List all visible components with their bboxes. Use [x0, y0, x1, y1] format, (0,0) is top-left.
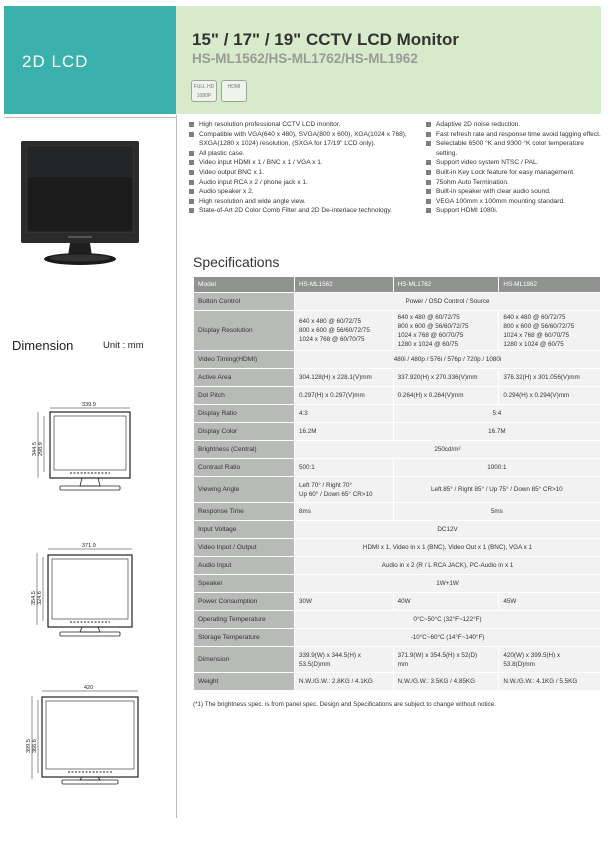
table-cell: Power / OSD Control / Source: [295, 293, 601, 311]
feature-item: VEGA 100mm x 100mm mounting standard.: [425, 197, 605, 207]
table-cell: HDMI x 1, Video in x 1 (BNC), Video Out x 1 (BNC), VGA x 1: [295, 539, 601, 557]
feature-item: Audio speaker x 2.: [188, 187, 408, 197]
table-cell: 8ms: [295, 503, 394, 521]
width-label: 339.9: [82, 402, 96, 408]
table-row: [194, 293, 601, 311]
unit-label: Unit : mm: [103, 340, 144, 351]
table-cell: Dimension: [194, 647, 295, 673]
table-cell: 480i / 480p / 576i / 576p / 720p / 1080i: [295, 351, 601, 369]
table-cell: 16.2M: [295, 423, 394, 441]
model-numbers: HS-ML1562/HS-ML1762/HS-ML1962: [192, 51, 418, 66]
table-cell: 640 x 480 @ 60/72/75 800 x 600 @ 56/60/72/75 1024 x 768 @ 60/70/75 1280 x 1024 @ 60/75: [499, 311, 601, 351]
category-label: 2D LCD: [22, 52, 89, 71]
table-cell: 339.9(W) x 344.5(H) x 53.5(D)mm: [295, 647, 394, 673]
table-cell: Audio Input: [194, 557, 295, 575]
dimension-heading: Dimension: [12, 338, 74, 353]
table-cell: Left 70° / Right 70° Up 60° / Down 65° CR>10: [295, 477, 394, 503]
table-cell: 640 x 480 @ 60/72/75 800 x 600 @ 56/60/72/75 1024 x 768 @ 60/70/75: [295, 311, 394, 351]
table-cell: 1W+1W: [295, 575, 601, 593]
height-label: 344.5: [32, 442, 38, 456]
table-cell: 371.9(W) x 354.5(H) x 52(D) mm: [393, 647, 499, 673]
table-cell: HS-ML1562: [295, 277, 394, 293]
table-row: [194, 423, 601, 441]
table-cell: Brightness (Central): [194, 441, 295, 459]
table-cell: 5:4: [393, 405, 600, 423]
table-row: [194, 441, 601, 459]
specifications-table: [193, 276, 601, 691]
feature-item: Fast refresh rate and response time avoid lagging effect.: [425, 130, 605, 140]
table-cell: Storage Temperature: [194, 629, 295, 647]
logo-row: [191, 80, 247, 102]
feature-item: Adaptive 2D noise reduction.: [425, 120, 605, 130]
monitor-photo: [18, 138, 143, 271]
table-row: [194, 369, 601, 387]
feature-item: High resolution professional CCTV LCD monitor.: [188, 120, 408, 130]
table-cell: N.W./G.W.: 3.5KG / 4.85KG: [393, 673, 499, 691]
table-cell: Input Voltage: [194, 521, 295, 539]
table-row: [194, 539, 601, 557]
feature-item: Audio input RCA x 2 / phone jack x 1.: [188, 178, 408, 188]
height-label: 366.6: [32, 739, 38, 753]
table-cell: 250cd/m²: [295, 441, 601, 459]
feature-item: 75ohm Auto Termination.: [425, 178, 605, 188]
table-cell: 0.264(H) x 0.264(V)mm: [393, 387, 499, 405]
table-row: [194, 593, 601, 611]
table-cell: Video Timing(HDMI): [194, 351, 295, 369]
table-cell: 376.32(H) x 301.056(V)mm: [499, 369, 601, 387]
table-row: [194, 405, 601, 423]
table-cell: 1000:1: [393, 459, 600, 477]
feature-item: All plastic case.: [188, 149, 408, 159]
table-header-row: [194, 277, 601, 293]
table-cell: Weight: [194, 673, 295, 691]
table-cell: Audio in x 2 (R / L RCA JACK), PC-Audio in x 1: [295, 557, 601, 575]
table-row: [194, 575, 601, 593]
table-row: [194, 629, 601, 647]
table-row: [194, 459, 601, 477]
divider: [176, 115, 177, 818]
feature-item: State-of-Art 2D Color Comb Filter and 2D De-interlace technology.: [188, 206, 408, 216]
hdmi-logo: HDMI: [221, 80, 247, 102]
table-cell: 30W: [295, 593, 394, 611]
table-cell: Model: [194, 277, 295, 293]
table-cell: Response Time: [194, 503, 295, 521]
table-row: [194, 503, 601, 521]
table-cell: Video Input / Output: [194, 539, 295, 557]
table-cell: Viewing Angle: [194, 477, 295, 503]
table-cell: N.W./G.W.: 4.1KG / 5.5KG: [499, 673, 601, 691]
table-cell: HS-ML1762: [393, 277, 499, 293]
feature-item: Video output BNC x 1.: [188, 168, 408, 178]
height-label: 399.5: [26, 739, 32, 753]
table-cell: 337.920(H) x 270.336(V)mm: [393, 369, 499, 387]
full-hd-logo: FULL HD 1080P: [191, 80, 217, 102]
table-row: [194, 351, 601, 369]
specifications-heading: Specifications: [193, 254, 280, 270]
table-cell: 640 x 480 @ 60/72/75 800 x 600 @ 56/60/72/75 1024 x 768 @ 60/70/75 1280 x 1024 @ 60/75: [393, 311, 499, 351]
feature-item: Compatible with VGA(640 x 480), SVGA(800 x 600), XGA(1024 x 768), SXGA(1280 x 1024) resolution, (SXGA for 17/19" LCD only).: [188, 130, 408, 149]
table-cell: 304.128(H) x 228.1(V)mm: [295, 369, 394, 387]
table-cell: Operating Temperature: [194, 611, 295, 629]
dimension-drawing-17: [30, 541, 150, 641]
table-cell: 420(W) x 399.5(H) x 53.8(D)mm: [499, 647, 601, 673]
width-label: 371.9: [82, 543, 96, 549]
table-cell: Display Color: [194, 423, 295, 441]
table-cell: 0.297(H) x 0.297(V)mm: [295, 387, 394, 405]
table-cell: Contrast Ratio: [194, 459, 295, 477]
divider: [4, 117, 176, 118]
table-cell: 0°C~50°C (32°F~122°F): [295, 611, 601, 629]
feature-item: Support video system NTSC / PAL.: [425, 158, 605, 168]
table-row: [194, 311, 601, 351]
width-label: 420: [84, 685, 94, 691]
feature-item: High resolution and wide angle view.: [188, 197, 408, 207]
table-cell: 16.7M: [393, 423, 600, 441]
table-cell: Dot Pitch: [194, 387, 295, 405]
table-cell: 4:3: [295, 405, 394, 423]
table-row: [194, 611, 601, 629]
height-label: 298.9: [38, 442, 44, 456]
table-cell: Left 85° / Right 85° / Up 75° / Down 85° CR>10: [393, 477, 600, 503]
table-cell: Display Resolution: [194, 311, 295, 351]
feature-item: Selectable 6500 °K and 9300 °K color temperature setting.: [425, 139, 605, 158]
footnote: (*1) The brightness spec. is from panel spec. Design and Specifications are subject to change without notice.: [193, 701, 497, 708]
category-banner: [4, 6, 176, 114]
table-cell: 40W: [393, 593, 499, 611]
feature-list-right: [425, 120, 605, 216]
dimension-drawing-15: [30, 400, 150, 495]
table-cell: DC12V: [295, 521, 601, 539]
table-row: [194, 647, 601, 673]
feature-item: Built-in speaker with clear audio sound.: [425, 187, 605, 197]
table-row: [194, 521, 601, 539]
table-cell: HS-ML1962: [499, 277, 601, 293]
table-cell: Active Area: [194, 369, 295, 387]
height-label: 354.5: [31, 591, 37, 605]
feature-item: Video input HDMI x 1 / BNC x 1 / VGA x 1.: [188, 158, 408, 168]
table-row: [194, 387, 601, 405]
table-cell: 5ms: [393, 503, 600, 521]
table-row: [194, 477, 601, 503]
table-cell: 45W: [499, 593, 601, 611]
feature-item: Built-in Key Lock feature for easy management.: [425, 168, 605, 178]
table-cell: 500:1: [295, 459, 394, 477]
table-cell: Button Control: [194, 293, 295, 311]
table-cell: -10°C~60°C (14°F~140°F): [295, 629, 601, 647]
product-title: 15" / 17" / 19" CCTV LCD Monitor: [192, 30, 459, 49]
table-row: [194, 673, 601, 691]
dimension-drawing-19: [26, 683, 151, 788]
table-row: [194, 557, 601, 575]
table-cell: N.W./G.W.: 2.8KG / 4.1KG: [295, 673, 394, 691]
table-cell: 0.294(H) x 0.294(V)mm: [499, 387, 601, 405]
table-cell: Speaker: [194, 575, 295, 593]
feature-list-left: [188, 120, 408, 216]
height-label: 324.6: [37, 591, 43, 605]
table-cell: Display Ratio: [194, 405, 295, 423]
title-banner: [176, 6, 601, 114]
feature-item: Support HDMI 1080i.: [425, 206, 605, 216]
table-cell: Power Consumption: [194, 593, 295, 611]
